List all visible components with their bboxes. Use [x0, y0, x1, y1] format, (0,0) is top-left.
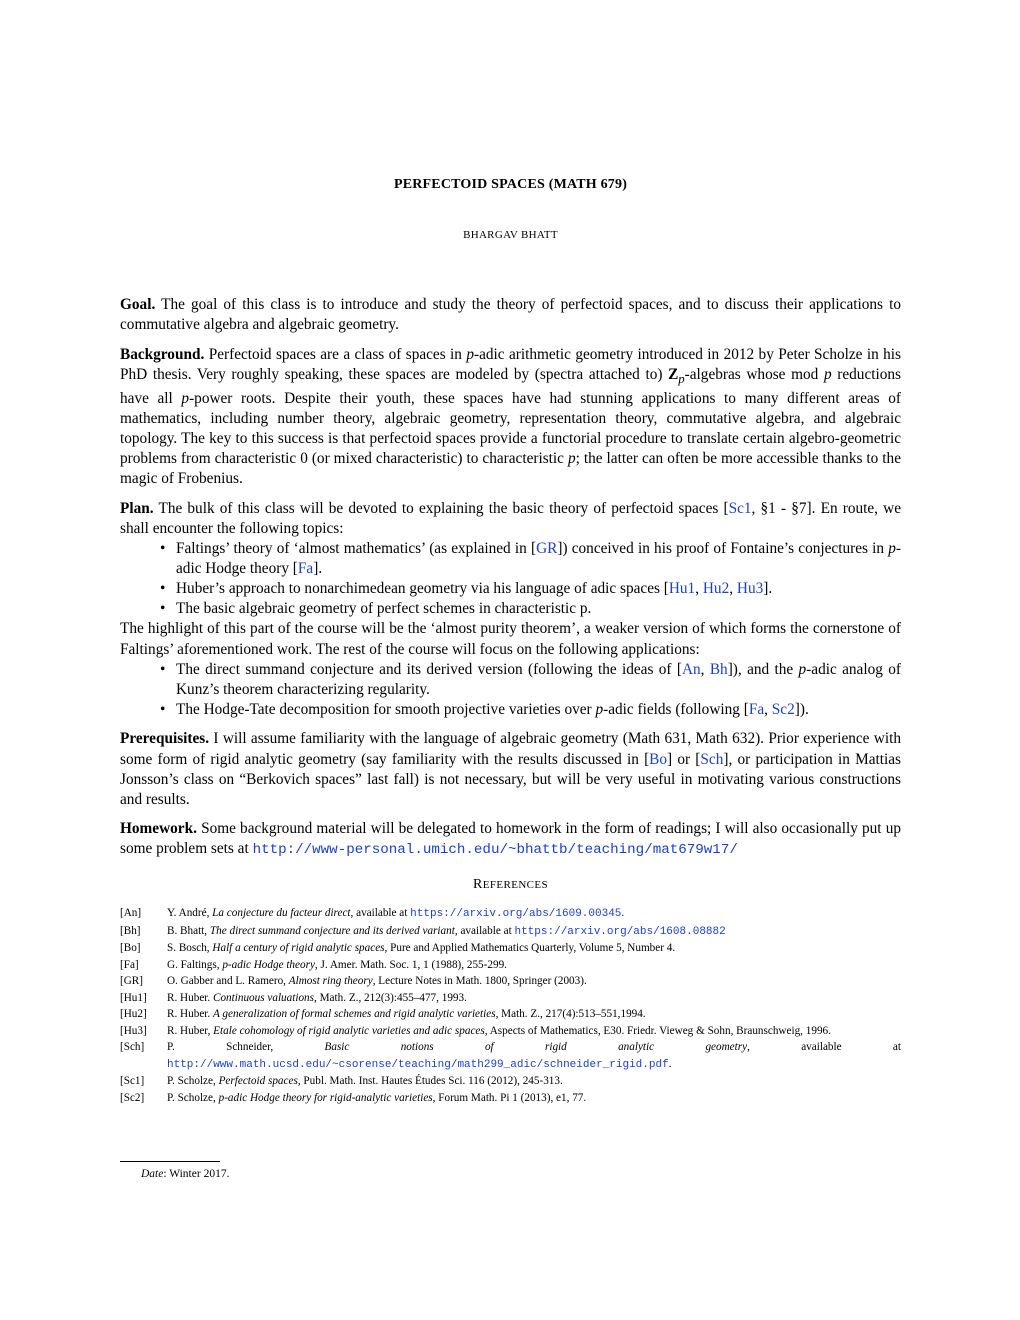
- reference-key: [Fa]: [120, 958, 139, 971]
- math-p: p: [888, 540, 896, 558]
- reference-title: p-adic Hodge theory: [222, 958, 315, 971]
- plan-paragraph: [120, 499, 901, 720]
- reference-entry: [120, 1039, 901, 1073]
- separator: ,: [729, 580, 737, 598]
- reference-authors: S. Bosch,: [167, 942, 213, 954]
- reference-text: [167, 905, 901, 923]
- cite-link-sc2[interactable]: Sc2: [771, 700, 795, 718]
- reference-text: [167, 973, 901, 990]
- footnote-rule: [120, 1161, 220, 1162]
- topics-list: [120, 539, 901, 619]
- item-text: ]) conceived in his proof of Fontaine’s conjectures in: [557, 540, 889, 558]
- background-paragraph: [120, 345, 901, 490]
- reference-details: , Math. Z., 212(3):455–477, 1993.: [314, 991, 467, 1004]
- reference-authors: P. Schneider,: [167, 1041, 325, 1053]
- math-p: p: [567, 450, 576, 468]
- reference-entry: [120, 923, 901, 941]
- item-text: -adic analog of Kunz’s theorem characterizing regularity.: [176, 660, 901, 698]
- homework-paragraph: [120, 819, 901, 860]
- reference-title: Basic notions of rigid analytic geometry: [324, 1041, 748, 1053]
- reference-authors: B. Bhatt,: [167, 924, 210, 937]
- cite-link-hu2[interactable]: Hu2: [702, 580, 730, 598]
- reference-key: [Sc1]: [120, 1075, 145, 1087]
- reference-text: [167, 957, 901, 974]
- reference-details: , Lecture Notes in Math. 1800, Springer (2003).: [372, 975, 587, 987]
- background-text: ; the latter can often be more accessible thanks to the magic of Frobenius.: [120, 450, 901, 488]
- reference-end: .: [668, 1057, 672, 1070]
- reference-authors: Y. André,: [167, 907, 213, 919]
- reference-text: [167, 1023, 901, 1040]
- cite-link-bo[interactable]: Bo: [649, 750, 668, 768]
- reference-text: [167, 940, 901, 957]
- reference-key: [Bo]: [120, 942, 141, 954]
- reference-title: La conjecture du facteur direct: [212, 907, 351, 919]
- item-text: -adic fields (following [: [603, 700, 749, 718]
- reference-key: [Bh]: [120, 924, 141, 937]
- reference-entry: [120, 1073, 901, 1090]
- separator: ,: [764, 700, 772, 718]
- goal-paragraph: [120, 295, 901, 335]
- reference-entry: [120, 1090, 901, 1107]
- cite-link-an[interactable]: An: [681, 660, 701, 678]
- math-p: p: [678, 371, 685, 386]
- reference-title: The direct summand conjecture and its derived variant: [209, 924, 455, 937]
- reference-text: [167, 1090, 901, 1107]
- math-zero: 0: [300, 450, 308, 468]
- reference-entry: [120, 990, 901, 1007]
- cite-link-fa[interactable]: Fa: [297, 560, 314, 578]
- goal-text: The goal of this class is to introduce and study the theory of perfectoid spaces, and to discuss their applications to commutative algebra and algebraic geometry.: [120, 296, 901, 334]
- background-heading: Background.: [120, 345, 205, 363]
- homework-heading: Homework.: [120, 820, 197, 838]
- separator: ,: [700, 660, 710, 678]
- math-p: p: [798, 660, 807, 678]
- paper-title: PERFECTOID SPACES (MATH 679): [393, 177, 628, 192]
- background-text: -power roots. Despite their youth, these spaces have had stunning applications to many different areas of mathematics, including number theory, algebraic geometry, representation theory, commutative algebra, and algebraic topology. The key to this success is that perfectoid spaces provide a functorial procedure to translate certain algebro-geometric problems from characteristic: [120, 389, 901, 468]
- list-item: [120, 700, 901, 720]
- reference-entry: [120, 973, 901, 990]
- reference-title: Half a century of rigid analytic spaces: [212, 942, 385, 954]
- cite-link-gr[interactable]: GR: [536, 540, 558, 558]
- cite-link-bh[interactable]: Bh: [709, 660, 728, 678]
- reference-url-link[interactable]: https://arxiv.org/abs/1609.00345: [410, 908, 622, 920]
- reference-key: [Hu3]: [120, 1024, 147, 1037]
- cite-link-sch[interactable]: Sch: [700, 750, 724, 768]
- heading-initial: R: [472, 877, 483, 892]
- reference-key: [Hu1]: [120, 991, 147, 1004]
- reference-key: [Hu2]: [120, 1008, 147, 1020]
- list-item: [120, 660, 901, 700]
- reference-key: [Sc2]: [120, 1091, 145, 1104]
- math-p: p: [466, 345, 474, 363]
- reference-details: , Publ. Math. Inst. Hautes Études Sci. 116 (2012), 245-313.: [297, 1075, 563, 1087]
- background-text: Perfectoid spaces are a class of spaces in: [208, 345, 467, 363]
- background-text: (or mixed characteristic) to characteristic: [307, 450, 568, 468]
- prerequisites-heading: Prerequisites.: [120, 730, 210, 748]
- reference-title: p-adic Hodge theory for rigid-analytic varieties: [218, 1091, 433, 1104]
- item-text: ].: [313, 560, 323, 578]
- plan-middle-text: The highlight of this part of the course will be the ‘almost purity theorem’, a weaker version of which forms the cornerstone of Faltings’ aforementioned work. The rest of the course will focus on the following applications:: [120, 620, 901, 658]
- prereq-text: I will assume familiarity with the language of algebraic geometry (Math 631, Math 632). Prior experience with some form of rigid analytic geometry (say familiarity with the results discussed in [: [120, 730, 901, 768]
- reference-end: .: [621, 907, 625, 919]
- footnote: [141, 1168, 229, 1180]
- reference-title: A generalization of formal schemes and rigid analytic varieties: [213, 1008, 496, 1020]
- reference-details: , Aspects of Mathematics, E30. Friedr. Vieweg & Sohn, Braunschweig, 1996.: [484, 1024, 831, 1037]
- reference-text: [167, 1039, 901, 1073]
- paper-author: BHARGAV BHATT: [463, 229, 558, 241]
- item-text: Faltings’ theory of ‘almost mathematics’ (as explained in [: [176, 540, 537, 558]
- heading-rest: EFERENCES: [482, 879, 549, 891]
- reference-details: , available at: [747, 1041, 901, 1053]
- reference-details: , available at: [454, 924, 515, 937]
- reference-authors: O. Gabber and L. Ramero,: [167, 975, 289, 987]
- reference-title: Continuous valuations: [213, 991, 315, 1004]
- reference-authors: P. Scholze,: [167, 1075, 219, 1087]
- reference-details: , Pure and Applied Mathematics Quarterly, Volume 5, Number 4.: [384, 942, 676, 954]
- reference-authors: P. Scholze,: [167, 1091, 219, 1104]
- reference-title: Almost ring theory: [288, 975, 373, 987]
- item-text: The basic algebraic geometry of perfect schemes in characteristic p.: [176, 600, 592, 618]
- item-text: The Hodge-Tate decomposition for smooth projective varieties over: [176, 700, 596, 718]
- item-text: ]), and the: [727, 660, 799, 678]
- reference-details: , available at: [350, 907, 411, 919]
- reference-authors: R. Huber.: [167, 991, 213, 1004]
- goal-heading: Goal.: [120, 296, 156, 313]
- background-text: -algebras whose mod: [684, 365, 824, 383]
- prerequisites-paragraph: [120, 729, 901, 809]
- prereq-text: ] or [: [667, 750, 701, 768]
- math-p: p: [823, 365, 832, 383]
- math-z: Z: [668, 365, 679, 383]
- references-list: [120, 905, 901, 1106]
- background-text: reductions have all: [120, 365, 901, 407]
- reference-authors: R. Huber.: [167, 1008, 213, 1020]
- reference-url-link[interactable]: http://www.math.ucsd.edu/~csorense/teaching/math299_adic/schneider_rigid.pdf: [167, 1058, 669, 1071]
- reference-details: , Math. Z., 217(4):513–551,1994.: [495, 1008, 646, 1020]
- references-heading: [120, 877, 901, 893]
- reference-text: [167, 990, 901, 1007]
- list-item: [120, 579, 901, 599]
- item-text: ]).: [794, 700, 809, 718]
- reference-text: [167, 923, 901, 941]
- reference-url-link[interactable]: https://arxiv.org/abs/1608.08882: [514, 925, 726, 938]
- reference-details: , Forum Math. Pi 1 (2013), e1, 77.: [432, 1091, 587, 1104]
- list-item: [120, 539, 901, 579]
- plan-text: The bulk of this class will be devoted to explaining the basic theory of perfectoid spaces [: [158, 499, 729, 517]
- reference-entry: [120, 905, 901, 923]
- reference-key: [Sch]: [120, 1041, 145, 1053]
- reference-title: Etale cohomology of rigid analytic varieties and adic spaces: [213, 1024, 485, 1037]
- reference-authors: R. Huber,: [167, 1024, 214, 1037]
- footnote-text: : Winter 2017.: [163, 1168, 230, 1180]
- plan-text: , §1 - §7]. En route, we shall encounter the following topics:: [120, 499, 901, 537]
- prereq-text: ], or participation in Mattias Jonsson’s class on “Berkovich spaces” last fall) is not necessary, but will be very useful in motivating various constructions and results.: [120, 750, 901, 808]
- reference-text: [167, 1006, 901, 1023]
- item-text: ].: [763, 580, 773, 598]
- reference-key: [An]: [120, 907, 142, 919]
- math-p: p: [595, 700, 604, 718]
- reference-details: , J. Amer. Math. Soc. 1, 1 (1988), 255-299.: [314, 958, 507, 971]
- item-text: Huber’s approach to nonarchimedean geometry via his language of adic spaces [: [176, 580, 669, 598]
- reference-authors: G. Faltings,: [167, 958, 223, 971]
- plan-heading: Plan.: [120, 499, 154, 517]
- cite-link-fa[interactable]: Fa: [748, 700, 765, 718]
- homework-url-link[interactable]: http://www-personal.umich.edu/~bhattb/teaching/mat679w17/: [252, 842, 738, 859]
- applications-list: [120, 660, 901, 720]
- list-item: [120, 599, 901, 619]
- math-p: p: [181, 389, 190, 407]
- cite-link-sc1[interactable]: Sc1: [728, 499, 752, 517]
- reference-text: [167, 1073, 901, 1090]
- reference-key: [GR]: [120, 975, 143, 987]
- paper-body: [120, 295, 901, 870]
- homework-text: Some background material will be delegated to homework in the form of readings; I will also occasionally put up some problem sets at: [120, 820, 901, 858]
- reference-title: Perfectoid spaces: [218, 1075, 298, 1087]
- separator: ,: [695, 580, 703, 598]
- reference-entry: [120, 1006, 901, 1023]
- background-text: -adic arithmetic geometry introduced in 2012 by Peter Scholze in his PhD thesis. Very roughly speaking, these spaces are modeled by (spectra attached to): [120, 345, 901, 383]
- reference-entry: [120, 957, 901, 974]
- item-text: The direct summand conjecture and its derived version (following the ideas of [: [176, 660, 682, 678]
- reference-entry: [120, 940, 901, 957]
- cite-link-hu1[interactable]: Hu1: [668, 580, 696, 598]
- item-text: -adic Hodge theory [: [176, 540, 901, 578]
- reference-entry: [120, 1023, 901, 1040]
- cite-link-hu3[interactable]: Hu3: [736, 580, 764, 598]
- footnote-label: Date: [141, 1168, 164, 1180]
